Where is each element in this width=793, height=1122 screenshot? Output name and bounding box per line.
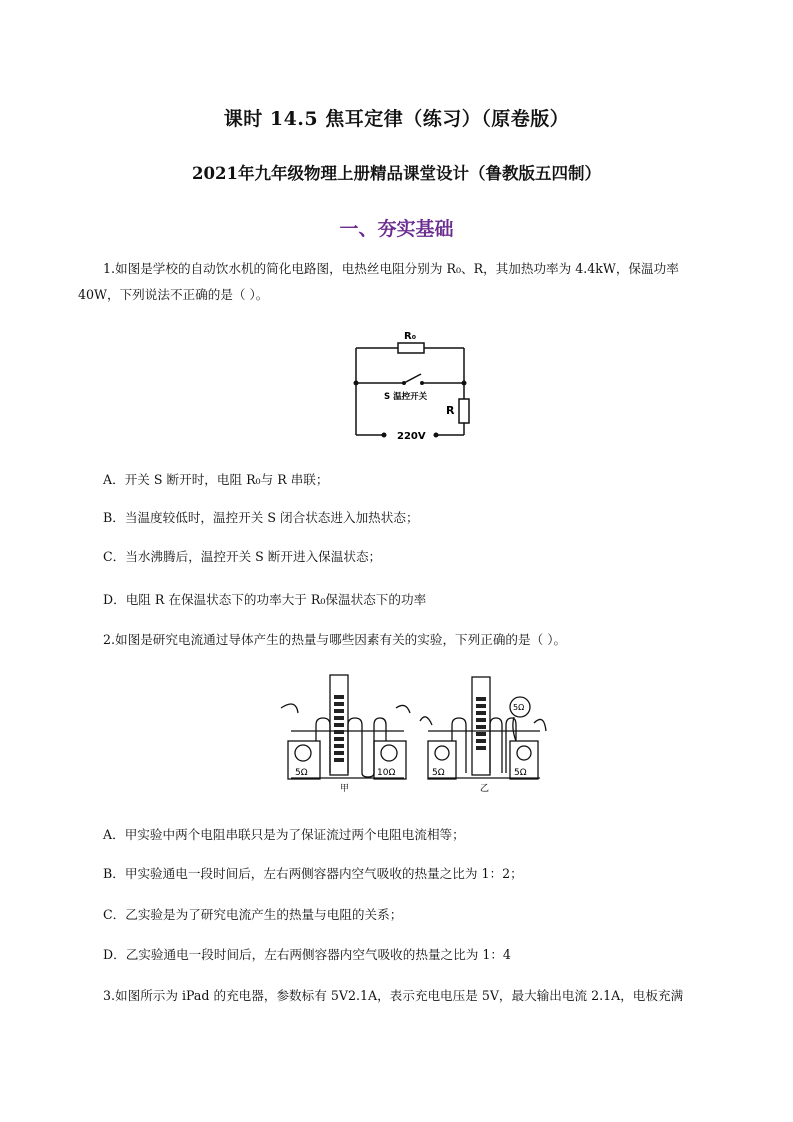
question-1-option-b: B．当温度较低时，温控开关 S 闭合状态进入加热状态； — [103, 510, 419, 525]
page-title: 课时 14.5 焦耳定律（练习）（原卷版） — [223, 108, 570, 130]
question-1-option-c: C．当水沸腾后，温控开关 S 断开进入保温状态； — [103, 549, 382, 564]
voltage-label: 220V — [397, 431, 426, 442]
yi-caption: 乙 — [480, 784, 490, 794]
question-2-option-c: C．乙实验是为了研究电流产生的热量与电阻的关系； — [103, 907, 403, 922]
question-2-option-a: A．甲实验中两个电阻串联只是为了保证流过两个电阻电流相等； — [103, 827, 465, 842]
jia-caption: 甲 — [340, 784, 350, 794]
question-1-option-d: D．电阻 R 在保温状态下的功率大于 R₀保温状态下的功率 — [103, 592, 427, 607]
question-1-stem: 1.如图是学校的自动饮水机的简化电路图，电热丝电阻分别为 R₀、R，其加热功率为 4.4kW，保温功率 40W，下列说法不正确的是（ ）。 — [78, 261, 679, 302]
switch-label: S 温控开关 — [384, 392, 428, 402]
yi-left-resistor-label: 5Ω — [432, 768, 445, 778]
jia-right-resistor-label: 10Ω — [377, 768, 396, 778]
jia-left-resistor-label: 5Ω — [295, 768, 308, 778]
r-label: R — [446, 404, 455, 417]
page-subtitle: 2021年九年级物理上册精品课堂设计（鲁教版五四制） — [192, 164, 601, 183]
question-3-stem: 3.如图所示为 iPad 的充电器，参数标有 5V2.1A，表示充电电压是 5V，最大输出电流 2.1A，电板充满 — [103, 988, 684, 1003]
question-2-option-d: D．乙实验通电一段时间后，左右两侧容器内空气吸收的热量之比为 1：4 — [103, 947, 511, 962]
question-1-option-a: A．开关 S 断开时，电阻 R₀与 R 串联； — [103, 472, 329, 487]
section-heading: 一、夯实基础 — [339, 218, 454, 240]
experiment-jia-diagram — [276, 673, 411, 803]
circuit-diagram — [346, 328, 476, 443]
question-2-option-b: B．甲实验通电一段时间后，左右两侧容器内空气吸收的热量之比为 1：2； — [103, 866, 523, 881]
yi-right-resistor-label: 5Ω — [514, 768, 527, 778]
r0-label: R₀ — [404, 331, 417, 342]
question-2-stem: 2.如图是研究电流通过导体产生的热量与哪些因素有关的实验，下列正确的是（ ）。 — [103, 632, 567, 647]
experiment-yi-diagram — [416, 673, 551, 803]
yi-parallel-resistor-label: 5Ω — [513, 703, 525, 712]
